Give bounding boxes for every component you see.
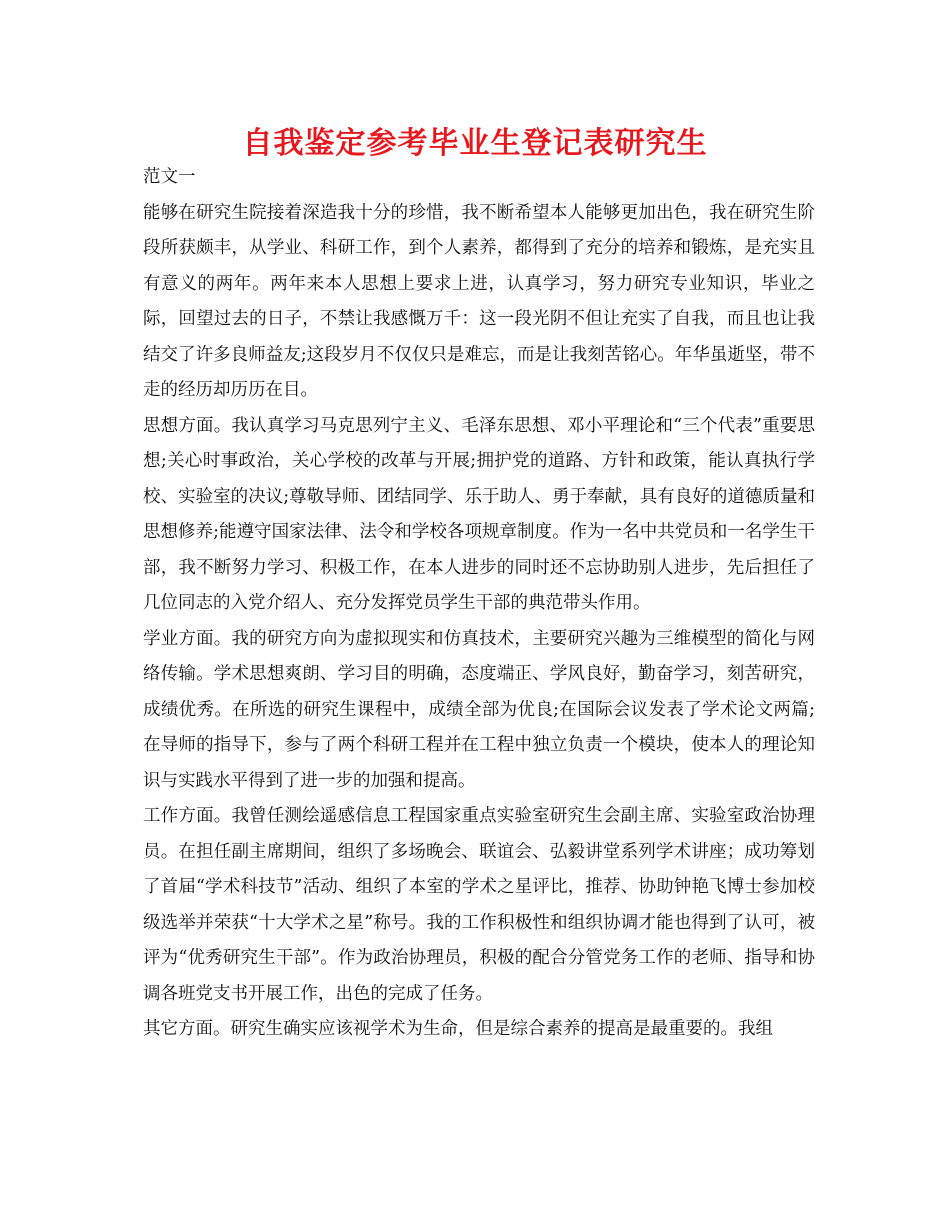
paragraph-other: 其它方面。研究生确实应该视学术为生命，但是综合素养的提高是最重要的。我组 <box>143 1019 773 1039</box>
document-title: 自我鉴定参考毕业生登记表研究生 <box>242 126 708 161</box>
paragraph-work: 工作方面。我曾任测绘遥感信息工程国家重点实验室研究生会副主席、实验室政治协理员。在担任副主席期间，组织了多场晚会、联谊会、弘毅讲堂系列学术讲座；成功筹划了首届“学术科技节”活动、组织了本室的学术之星评比，推荐、协助钟艳飞博士参加校级选举并荣获“十大学术之星”称号。我的工作积极性和组织协调才能也得到了认可，被评为“优秀研究生干部”。作为政治协理员，积极的配合分管党务工作的老师、指导和协调各班党支书开展工作，出色的完成了任务。 <box>143 806 815 1004</box>
section-label: 范文一 <box>143 167 196 187</box>
paragraph-thought: 思想方面。我认真学习马克思列宁主义、毛泽东思想、邓小平理论和“三个代表”重要思想;关心时事政治，关心学校的改革与开展;拥护党的道路、方针和政策，能认真执行学校、实验室的决议;尊敬导师、团结同学、乐于助人、勇于奉献，具有良好的道德质量和思想修养;能遵守国家法律、法令和学校各项规章制度。作为一名中共党员和一名学生干部，我不断努力学习、积极工作，在本人进步的同时还不忘协助别人进步，先后担任了几位同志的入党介绍人、充分发挥党员学生干部的典范带头作用。 <box>143 415 815 613</box>
paragraph-intro: 能够在研究生院接着深造我十分的珍惜，我不断希望本人能够更加出色，我在研究生阶段所获颇丰，从学业、科研工作，到个人素养，都得到了充分的培养和锻炼，是充实且有意义的两年。两年来本人思想上要求上进，认真学习，努力研究专业知识，毕业之际，回望过去的日子，不禁让我感慨万千：这一段光阴不但让充实了自我，而且也让我结交了许多良师益友;这段岁月不仅仅只是难忘，而是让我刻苦铭心。年华虽逝坚，带不走的经历却历历在目。 <box>143 202 815 400</box>
document-body <box>143 160 815 1048</box>
paragraph-academic: 学业方面。我的研究方向为虚拟现实和仿真技术，主要研究兴趣为三维模型的简化与网络传输。学术思想爽朗、学习目的明确，态度端正、学风良好，勤奋学习，刻苦研究，成绩优秀。在所选的研究生课程中，成绩全部为优良;在国际会议发表了学术论文两篇;在导师的指导下，参与了两个科研工程并在工程中独立负责一个模块，使本人的理论知识与实践水平得到了进一步的加强和提高。 <box>143 628 815 791</box>
